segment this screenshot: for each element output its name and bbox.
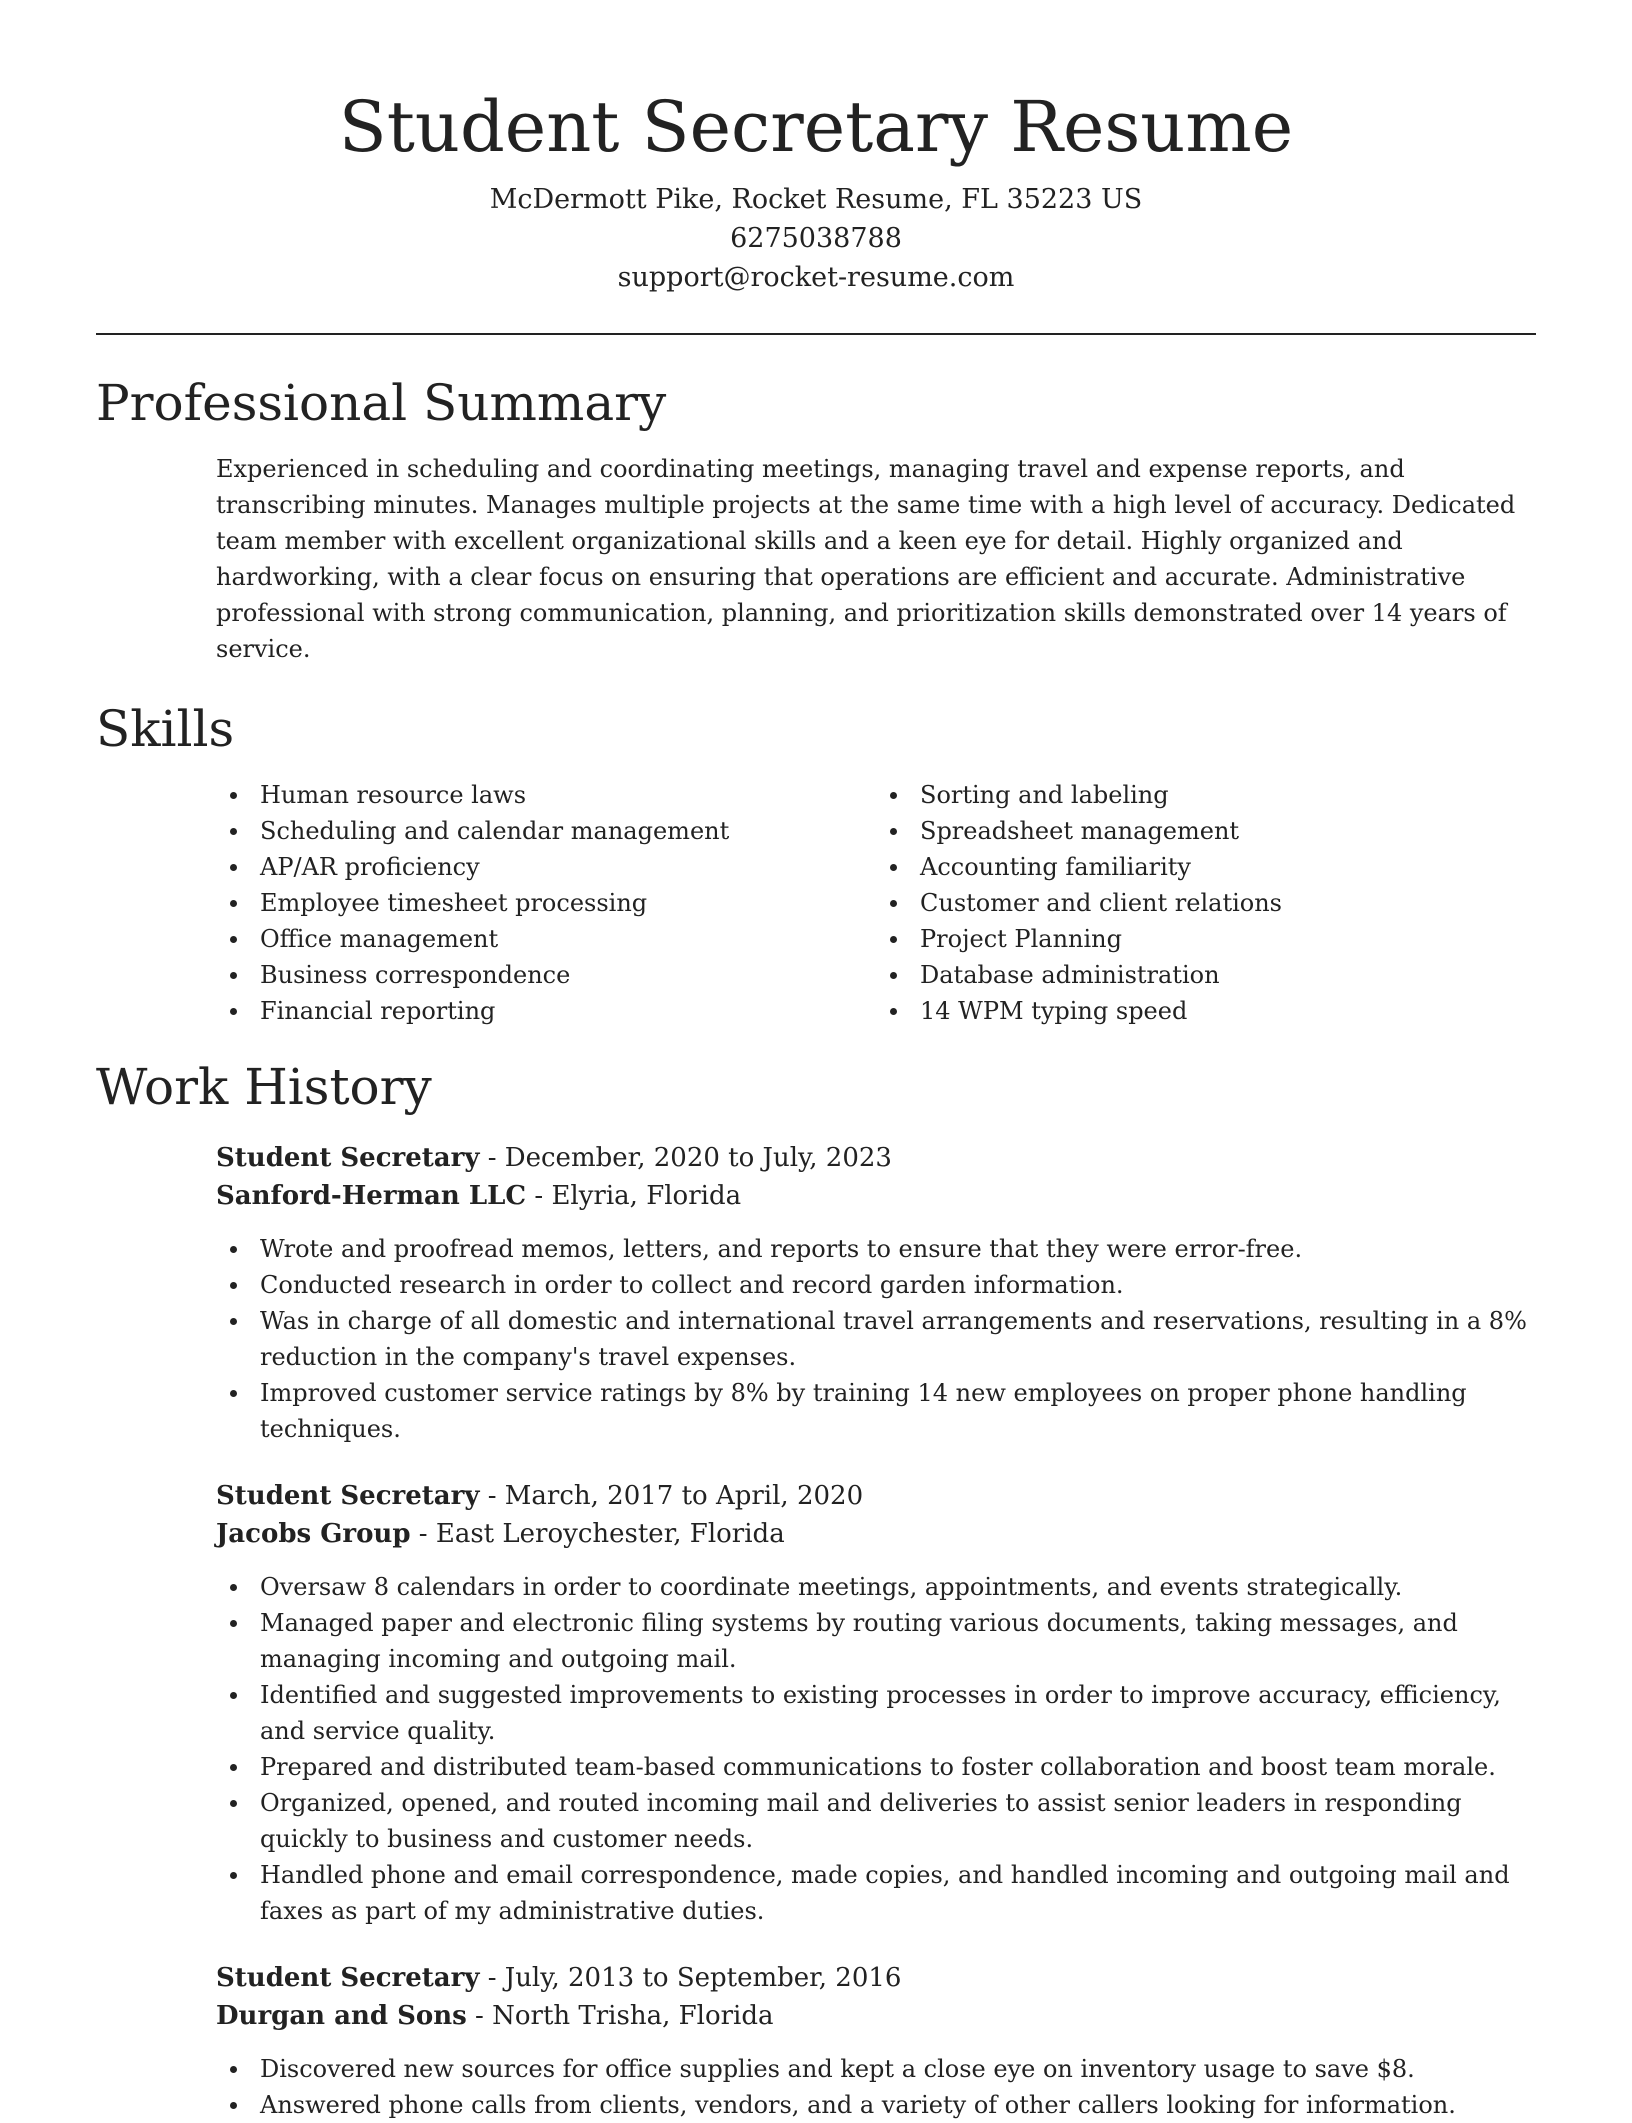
job-company-line <box>216 1997 1536 2035</box>
skills-right-column <box>876 777 1536 1029</box>
separator: - <box>466 2001 493 2031</box>
summary-heading: Professional Summary <box>96 374 667 432</box>
job-entry <box>216 1139 1536 1447</box>
resume-page <box>96 0 1536 2123</box>
separator: - <box>410 1519 436 1549</box>
duty-item: Handled phone and email correspondence, made copies, and handled incoming and outgoing mail and faxes as part of my administrative duties. <box>260 1857 1536 1929</box>
job-title: Student Secretary <box>216 1143 480 1173</box>
job-title-line <box>216 1139 1536 1177</box>
duty-item: Organized, opened, and routed incoming mail and deliveries to assist senior leaders in responding quickly to business and customer needs. <box>260 1785 1536 1857</box>
skill-item: Business correspondence <box>260 957 876 993</box>
skill-item: AP/AR proficiency <box>260 849 876 885</box>
job-company: Durgan and Sons <box>216 2001 467 2031</box>
job-location: North Trisha, Florida <box>492 2001 774 2031</box>
contact-address: McDermott Pike, Rocket Resume, FL 35223 US <box>489 184 1143 215</box>
duty-item: Was in charge of all domestic and international travel arrangements and reservations, resulting in a 8% reduction in the company's travel expenses. <box>260 1303 1536 1375</box>
contact-phone: 6275038788 <box>730 223 902 254</box>
duty-item: Improved customer service ratings by 8% by training 14 new employees on proper phone handling techniques. <box>260 1375 1536 1447</box>
job-entry <box>216 1477 1536 1929</box>
duty-item: Discovered new sources for office supplies and kept a close eye on inventory usage to save $8. <box>260 2051 1536 2087</box>
skill-item: Accounting familiarity <box>920 849 1536 885</box>
job-location: Elyria, Florida <box>551 1181 742 1211</box>
skill-item: Database administration <box>920 957 1536 993</box>
job-company: Jacobs Group <box>216 1519 411 1549</box>
contact-block <box>96 180 1536 297</box>
job-dates: March, 2017 to April, 2020 <box>504 1481 864 1511</box>
job-title: Student Secretary <box>216 1481 480 1511</box>
separator: - <box>479 1963 505 1993</box>
duty-item: Answered phone calls from clients, vendors, and a variety of other callers looking for information. <box>260 2087 1536 2123</box>
duty-item: Identified and suggested improvements to existing processes in order to improve accuracy, efficiency, and service quality. <box>260 1677 1536 1749</box>
duty-item: Wrote and proofread memos, letters, and reports to ensure that they were error-free. <box>260 1231 1536 1267</box>
job-company: Sanford-Herman LLC <box>216 1181 527 1211</box>
skills-grid <box>216 777 1536 1029</box>
header-divider <box>96 333 1536 335</box>
skill-item: Financial reporting <box>260 993 876 1029</box>
skill-item: Sorting and labeling <box>920 777 1536 813</box>
contact-email: support@rocket-resume.com <box>617 262 1015 293</box>
work-history-heading: Work History <box>96 1058 432 1116</box>
skill-item: Spreadsheet management <box>920 813 1536 849</box>
duty-item: Managed paper and electronic filing systems by routing various documents, taking messages, and managing incoming and outgoing mail. <box>260 1605 1536 1677</box>
job-location: East Leroychester, Florida <box>435 1519 785 1549</box>
job-title-line <box>216 1477 1536 1515</box>
resume-title: Student Secretary Resume <box>338 86 1294 168</box>
job-duties <box>216 2051 1536 2123</box>
duty-item: Oversaw 8 calendars in order to coordinate meetings, appointments, and events strategically. <box>260 1569 1536 1605</box>
separator: - <box>526 1181 552 1211</box>
job-entry <box>216 1959 1536 2123</box>
job-title: Student Secretary <box>216 1963 480 1993</box>
skill-item: 14 WPM typing speed <box>920 993 1536 1029</box>
skill-item: Scheduling and calendar management <box>260 813 876 849</box>
summary-text: Experienced in scheduling and coordinating meetings, managing travel and expense reports, and transcribing minutes. Manages multiple projects at the same time with a high level of accuracy. Dedicated team member with excellent organizational skills and a keen eye for detail. Highly organized and hardworking, with a clear focus on ensuring that operations are efficient and accurate. Administrative professional with strong communication, planning, and prioritization skills demonstrated over 14 years of service. <box>216 455 1516 663</box>
skill-item: Employee timesheet processing <box>260 885 876 921</box>
job-company-line <box>216 1515 1536 1553</box>
separator: - <box>479 1481 505 1511</box>
job-dates: July, 2013 to September, 2016 <box>504 1963 902 1993</box>
job-duties <box>216 1231 1536 1447</box>
skill-item: Office management <box>260 921 876 957</box>
duty-item: Conducted research in order to collect and record garden information. <box>260 1267 1536 1303</box>
skill-item: Project Planning <box>920 921 1536 957</box>
skills-heading: Skills <box>96 700 235 758</box>
skill-item: Human resource laws <box>260 777 876 813</box>
job-duties <box>216 1569 1536 1929</box>
job-dates: December, 2020 to July, 2023 <box>504 1143 892 1173</box>
skill-item: Customer and client relations <box>920 885 1536 921</box>
skills-left-column <box>216 777 876 1029</box>
job-company-line <box>216 1177 1536 1215</box>
job-title-line <box>216 1959 1536 1997</box>
duty-item: Prepared and distributed team-based communications to foster collaboration and boost team morale. <box>260 1749 1536 1785</box>
separator: - <box>479 1143 505 1173</box>
